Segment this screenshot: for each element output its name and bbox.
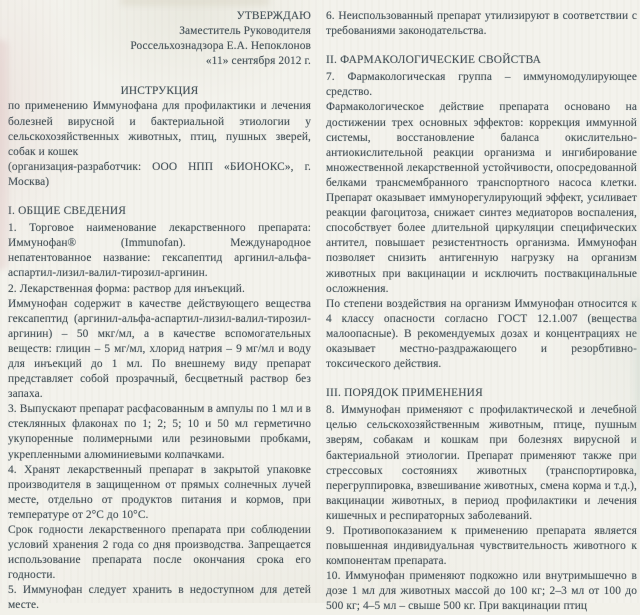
paragraph: 10. Иммунофан применяют подкожно или внутримышечно в дозе 1 мл для животных массой до 100 кг; 2–3 мл от 100 до 500 кг; 4–5 мл – свыше 500 кг. При вакцинации птиц <box>326 570 637 613</box>
paragraph: Фармакологическое действие препарата основано на достижении трех основных эффектов: коррекция иммунной системы, восстановление баланса окислительно-антиокислительной реакции организма и ингибирование множественной лекарственной устойчивости, опосредованной белками трансмембранного транспортного насоса клетки. Препарат оказывает иммунорегулирующий эффект, усиливает реакции фагоцитоза, снижает синтез медиаторов воспаления, способствует более длительной циркуляции специфических антител, повышает резистентность организма. Иммунофан позволяет снизить антигенную нагрузку на организм животных при вакцинации и исключить поствакцинальные осложнения. <box>326 101 637 295</box>
approval-line: УТВЕРЖДАЮ <box>236 10 311 22</box>
approval-line: «11» сентября 2012 г. <box>205 55 311 68</box>
paragraph: 5. Иммунофан следует хранить в недоступном для детей месте. <box>8 584 311 612</box>
right-column <box>326 9 637 615</box>
paragraph: По степени воздействия на организм Иммунофан относится к 4 классу опасности согласно ГОСТ 12.1.007 (вещества малоопасные). В рекомендуемых дозах и концентрациях не оказывает местно-раздражающего и резорбтивно-токсического действия. <box>326 297 637 371</box>
developer-line: (организация-разработчик: ООО НПП «БИОНОКС», г. Москва) <box>8 160 311 188</box>
paragraph: 6. Неиспользованный препарат утилизируют в соответствии с требованиями законодательства. <box>326 10 637 38</box>
approval-block <box>8 9 311 69</box>
paragraph: 4. Хранят лекарственный препарат в закрытой упаковке производителя в защищенном от прямых солнечных лучей месте, отдельно от продуктов питания и кормов, при температуре от 2°С до 10°С. <box>8 463 311 521</box>
paragraph: 7. Фармакологическая группа – иммуномодулирующее средство. <box>326 71 637 99</box>
document-title: ИНСТРУКЦИЯ <box>120 85 199 98</box>
approval-line: Заместитель Руководителя <box>179 25 311 38</box>
left-column-body <box>8 204 311 614</box>
scan-artifact <box>0 40 8 270</box>
left-column <box>8 9 311 615</box>
paragraph: 1. Торговое наименование лекарственного препарата: Иммунофан® (Immunofan). Международное непатентованное название: гексапептид аргинил-альфа-аспартил-лизил-валил-тирозил-аргинин. <box>8 222 311 280</box>
paragraph: Иммунофан содержит в качестве действующего вещества гексапептид (аргинил-альфа-аспартил-лизил-валил-тирозил-аргинин) – 50 мкг/мл, а в качестве вспомогательных веществ: глицин – 5 мг/мл, хлорид натрия – 9 мг/мл и воду для инъекций до 1 мл. По внешнему виду препарат представляет собой прозрачный, бесцветный раствор без запаха. <box>8 297 311 401</box>
section-heading: II. ФАРМАКОЛОГИЧЕСКИЕ СВОЙСТВА <box>326 54 542 67</box>
paragraph: 2. Лекарственная форма: раствор для инъекций. <box>8 282 245 295</box>
paragraph: Срок годности лекарственного препарата при соблюдении условий хранения 2 года со дня производства. Запрещается использование препарата после окончания срока его годности. <box>8 524 311 582</box>
two-column-layout <box>8 9 637 615</box>
document-subtitle: по применению Иммунофана для профилактики и лечения болезней вирусной и бактериальной этиологии у сельскохозяйственных животных, птиц, пушных зверей, собак и кошек <box>8 100 311 158</box>
approval-line: Россельхознадзора Е.А. Непоклонов <box>130 40 311 53</box>
paragraph: 3. Выпускают препарат расфасованным в ампулы по 1 мл и в стеклянных флаконах по 1; 2; 5; 10 и 50 мл герметично укупоренные полимерными или резиновыми пробками, укрепленными алюминиевыми колпачками. <box>8 403 311 461</box>
right-column-body <box>326 9 637 615</box>
section-heading: I. ОБЩИЕ СВЕДЕНИЯ <box>8 205 127 218</box>
paragraph: 9. Противопоказанием к применению препарата является повышенная индивидуальная чувствительность животного к компонентам препарата. <box>326 525 637 568</box>
section-heading: III. ПОРЯДОК ПРИМЕНЕНИЯ <box>326 387 483 400</box>
scan-artifact <box>120 0 270 6</box>
paragraph: 8. Иммунофан применяют с профилактической и лечебной целью сельскохозяйственным животным, птице, пушным зверям, собакам и кошкам при болезнях вирусной и бактериальной этиологии. Препарат применяют также при стрессовых состояниях животных (транспортировка, перегруппировка, взвешивание животных, смена корма и т.д.), вакцинации животных, в период профилактики и лечения кишечных и респираторных заболеваний. <box>326 404 637 522</box>
